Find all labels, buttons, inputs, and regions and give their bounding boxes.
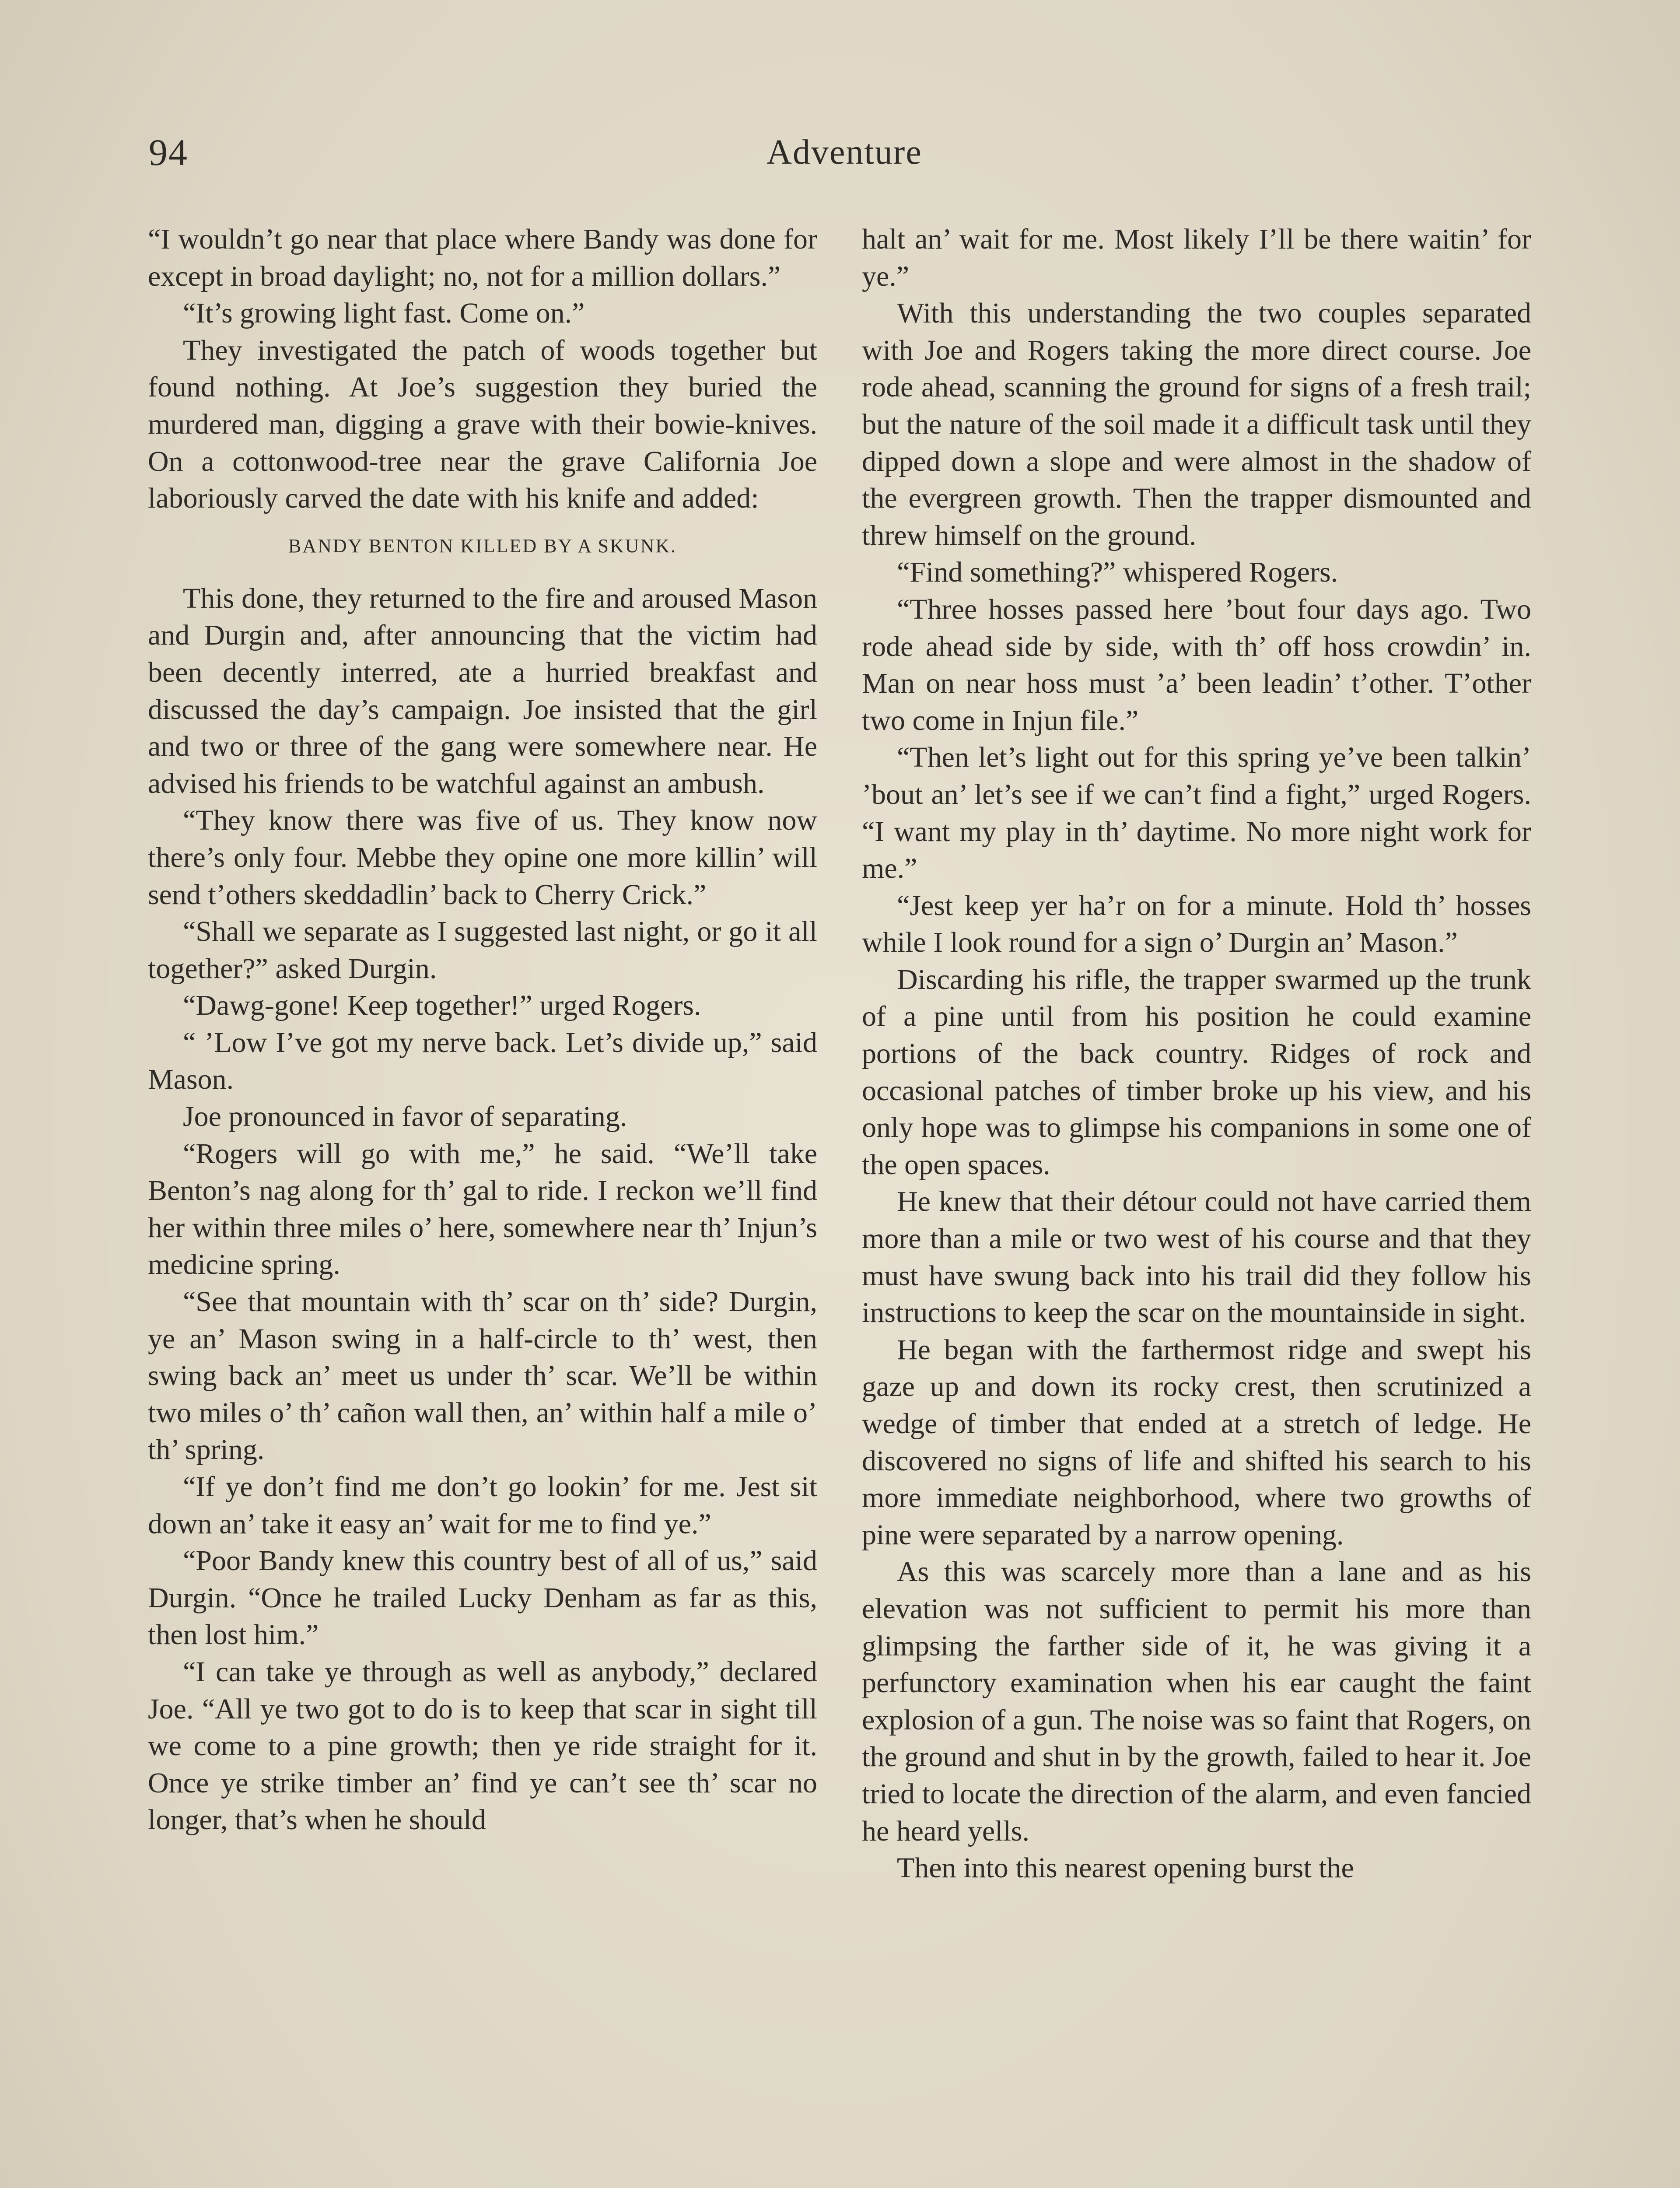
paragraph: “Three hosses passed here ’bout four days ago. Two rode ahead side by side, with th’ off hoss crowdin’ in. Man on near hoss must ’a’ been leadin’ t’other. T’other two come in Injun file.”	[862, 593, 1531, 736]
paragraph: “Dawg-gone! Keep together!” urged Rogers.	[183, 989, 701, 1022]
paragraph: Discarding his rifle, the trapper swarmed up the trunk of a pine until from his position he could examine portions of the back country. Ridges of rock and occasional patches of timber broke up his view, and his only hope was to glimpse his companions in some one of the open spaces.	[862, 963, 1531, 1181]
paragraph: As this was scarcely more than a lane and as his elevation was not sufficient to permit his more than glimpsing the farther side of it, he was giving it a perfunctory examination when his ear caught the faint explosion of a gun. The noise was so faint that Rogers, on the ground and shut in by the growth, failed to hear it. Joe tried to locate the direction of the alarm, and even fancied he heard yells.	[862, 1556, 1531, 1847]
page-header	[149, 126, 1540, 179]
paragraph: “Poor Bandy knew this country best of all of us,” said Durgin. “Once he trailed Lucky Denham as far as this, then lost him.”	[148, 1545, 817, 1651]
paragraph: This done, they returned to the fire and aroused Mason and Durgin and, after announcing that the victim had been decently interred, ate a hurried breakfast and discussed the day’s campaign. Joe insisted that the girl and two or three of the gang were somewhere near. He advised his friends to be watchful against an ambush.	[148, 582, 817, 799]
paragraph: “See that mountain with th’ scar on th’ side? Durgin, ye an’ Mason swing in a half-circle to th’ west, then swing back an’ meet us under th’ scar. We’ll be within two miles o’ th’ cañon wall then, an’ within half a mile o’ th’ spring.	[148, 1286, 817, 1466]
paragraph: “Rogers will go with me,” he said. “We’ll take Benton’s nag along for th’ gal to ride. I reckon we’ll find her within three miles o’ here, somewhere near th’ Injun’s medicine spring.	[148, 1137, 817, 1281]
paragraph: With this understanding the two couples separated with Joe and Rogers taking the more direct course. Joe rode ahead, scanning the ground for signs of a fresh trail; but the nature of the soil made it a difficult task until they dipped down a slope and were almost in the shadow of the evergreen growth. Then the trapper dismounted and threw himself on the ground.	[862, 297, 1531, 551]
paragraph: “ ’Low I’ve got my nerve back. Let’s divide up,” said Mason.	[148, 1026, 817, 1096]
paragraph: “If ye don’t find me don’t go lookin’ for me. Jest sit down an’ take it easy an’ wait for me to find ye.”	[148, 1471, 817, 1540]
paragraph: “I wouldn’t go near that place where Bandy was done for except in broad daylight; no, not for a million dollars.”	[148, 223, 817, 292]
paragraph: Then into this nearest opening burst the	[897, 1852, 1354, 1884]
paragraph: “I can take ye through as well as anybody,” declared Joe. “All ye two got to do is to keep that scar in sight till we come to a pine growth; then ye ride straight for it. Once ye strike timber an’ find ye can’t see th’ scar no longer, that’s when he should	[148, 1655, 817, 1836]
running-head-title: Adventure	[766, 133, 922, 172]
paragraph: Joe pronounced in favor of separating.	[183, 1101, 627, 1133]
carved-inscription: BANDY BENTON KILLED BY A SKUNK.	[288, 535, 677, 557]
paragraph: He knew that their détour could not have carried them more than a mile or two west of his course and that they must have swung back into his trail did they follow his instructions to keep the scar on the mountainside in sight.	[862, 1185, 1531, 1329]
paragraph: “Jest keep yer ha’r on for a minute. Hold th’ hosses while I look round for a sign o’ Durgin an’ Mason.”	[862, 889, 1531, 959]
paragraph: They investigated the patch of woods together but found nothing. At Joe’s suggestion they buried the murdered man, digging a grave with their bowie-knives. On a cottonwood-tree near the grave California Joe laboriously carved the date with his knife and added:	[148, 334, 817, 515]
paragraph: He began with the farthermost ridge and swept his gaze up and down its rocky crest, then scrutinized a wedge of timber that ended at a stretch of ledge. He discovered no signs of life and shifted his search to his more immediate neighborhood, where two growths of pine were separated by a narrow opening.	[862, 1333, 1531, 1551]
paragraph: “They know there was five of us. They know now there’s only four. Mebbe they opine one more killin’ will send t’others skeddadlin’ back to Cherry Crick.”	[148, 804, 817, 911]
paragraph: halt an’ wait for me. Most likely I’ll be there waitin’ for ye.”	[862, 223, 1531, 292]
paragraph: “It’s growing light fast. Come on.”	[183, 297, 585, 330]
paragraph: “Find something?” whispered Rogers.	[897, 556, 1338, 589]
paragraph: “Then let’s light out for this spring ye’ve been talkin’ ’bout an’ let’s see if we can’t find a fight,” urged Rogers. “I want my play in th’ daytime. No more night work for me.”	[862, 741, 1531, 885]
right-column	[862, 221, 1531, 1887]
paragraph: “Shall we separate as I suggested last night, or go it all together?” asked Durgin.	[148, 915, 817, 985]
left-column	[148, 221, 817, 1839]
page-number: 94	[149, 131, 188, 173]
